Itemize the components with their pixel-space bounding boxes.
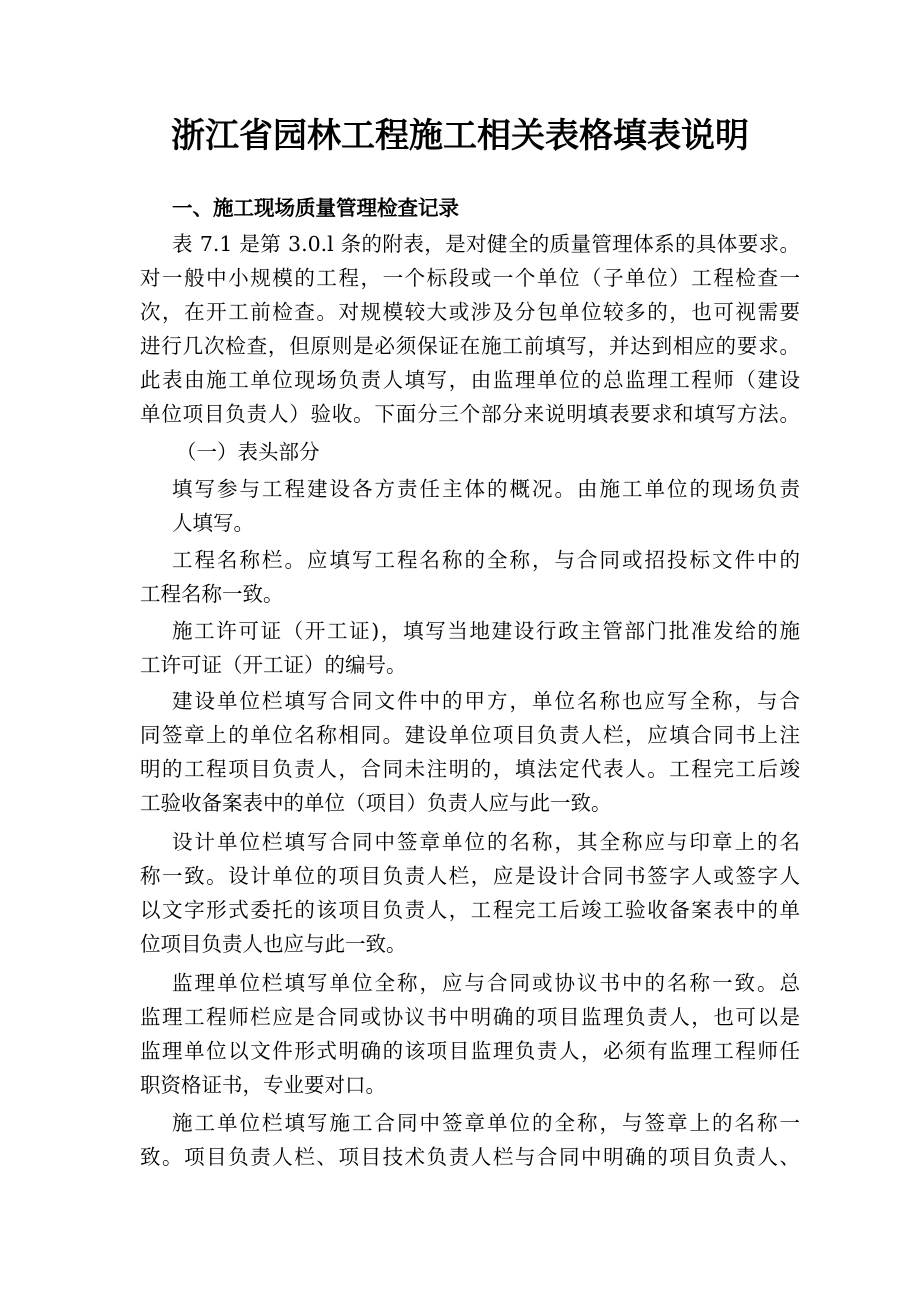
paragraph-line: 职资格证书，专业要对口。: [140, 1073, 386, 1097]
paragraph-line: 施工许可证（开工证)，填写当地建设行政主管部门批准发给的施: [172, 619, 800, 643]
subheading-block: [140, 435, 800, 469]
supervision-paragraph: [140, 966, 800, 1102]
paragraph-line: 人填写。: [172, 511, 254, 535]
permit-paragraph: [140, 614, 800, 682]
paragraph-line: 监理工程师栏应是合同或协议书中明确的项目监理负责人，也可以是: [140, 1005, 800, 1029]
paragraph-line: 工验收备案表中的单位（项目）负责人应与此一致。: [140, 791, 612, 815]
paragraph-line: 位项目负责人也应与此一致。: [140, 932, 407, 956]
paragraph-line: 致。项目负责人栏、项目技术负责人栏与合同中明确的项目负责人、: [140, 1145, 800, 1169]
paragraph-line: 填写参与工程建设各方责任主体的概况。由施工单位的现场负责: [172, 477, 800, 501]
paragraph-line: 工许可证（开工证）的编号。: [140, 653, 407, 677]
paragraph-line: 单位项目负责人）验收。下面分三个部分来说明填表要求和填写方法。: [140, 402, 800, 426]
overview-paragraph: [140, 472, 800, 540]
paragraph-line: 施工单位栏填写施工合同中签章单位的全称，与签章上的名称一: [172, 1111, 800, 1135]
project-name-paragraph: [140, 543, 800, 611]
paragraph-line: 明的工程项目负责人，合同未注明的，填法定代表人。工程完工后竣: [140, 757, 800, 781]
paragraph-line: 表 7.1 是第 3.0.l 条的附表，是对健全的质量管理体系的具体要求。: [172, 232, 800, 256]
paragraph-line: 监理单位栏填写单位全称，应与合同或协议书中的名称一致。总: [172, 971, 800, 995]
paragraph-line: 进行几次检查，但原则是必须保证在施工前填写，并达到相应的要求。: [140, 334, 800, 358]
paragraph-line: 同签章上的单位名称相同。建设单位项目负责人栏，应填合同书上注: [140, 723, 800, 747]
contractor-paragraph: [140, 1106, 800, 1174]
paragraph-line: 对一般中小规模的工程，一个标段或一个单位（子单位）工程检查一: [140, 266, 800, 290]
paragraph-line: 称一致。设计单位的项目负责人栏，应是设计合同书签字人或签字人: [140, 864, 800, 888]
paragraph-line: 此表由施工单位现场负责人填写，由监理单位的总监理工程师（建设: [140, 368, 800, 392]
paragraph-line: 建设单位栏填写合同文件中的甲方，单位名称也应写全称，与合: [172, 689, 800, 713]
section-heading: 一、施工现场质量管理检查记录: [172, 196, 459, 220]
intro-paragraph: [140, 227, 800, 431]
paragraph-line: 设计单位栏填写合同中签章单位的名称，其全称应与印章上的名: [172, 830, 800, 854]
paragraph-line: 以文字形式委托的该项目负责人，工程完工后竣工验收备案表中的单: [140, 898, 800, 922]
subheading: （一）表头部分: [176, 440, 320, 464]
paragraph-line: 监理单位以文件形式明确的该项目监理负责人，必须有监理工程师任: [140, 1039, 800, 1063]
design-paragraph: [140, 825, 800, 961]
owner-paragraph: [140, 684, 800, 820]
paragraph-line: 次，在开工前检查。对规模较大或涉及分包单位较多的，也可视需要: [140, 300, 800, 324]
paragraph-line: 工程名称一致。: [140, 582, 284, 606]
paragraph-line: 工程名称栏。应填写工程名称的全称，与合同或招投标文件中的: [172, 548, 800, 572]
document-title: 浙江省园林工程施工相关表格填表说明: [171, 116, 749, 156]
